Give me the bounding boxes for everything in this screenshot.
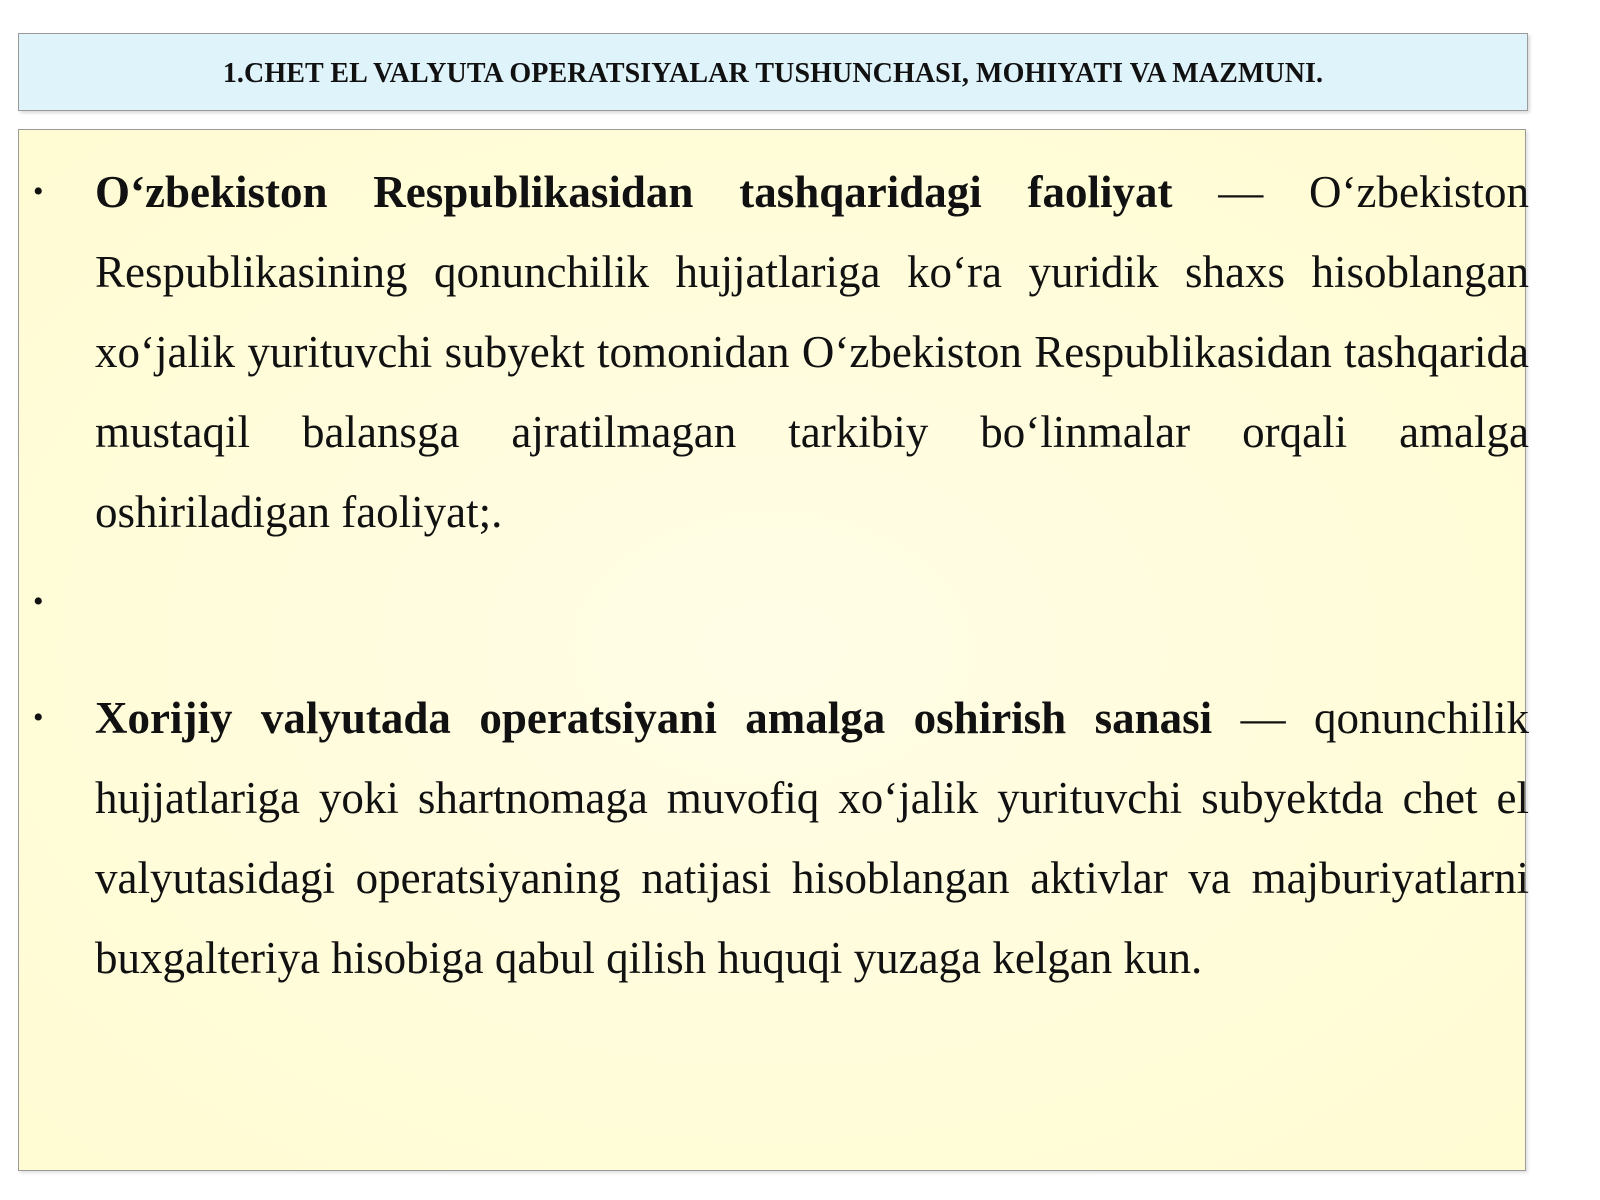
bullet-definition: — O‘zbekiston Respublikasining qonunchilik hujjatlariga ko‘ra yuridik shaxs hisoblangan xo‘jalik yurituvchi subyekt tomonidan O‘zbekiston Respublikasidan tashqarida mustaqil balansga ajratilmagan tarkibiy bo‘linmalar orqali amalga oshiriladigan faoliyat;. <box>95 167 1529 537</box>
bullet-text <box>95 678 1529 998</box>
bullet-dot-icon: • <box>33 175 44 208</box>
slide-content-box <box>18 129 1529 1171</box>
bullet-term: Xorijiy valyutada operatsiyani amalga oshirish sanasi <box>95 693 1213 743</box>
bullet-dot-icon: • <box>33 701 44 734</box>
slide-title: 1.CHET EL VALYUTA OPERATSIYALAR TUSHUNCHASI, MOHIYATI VA MAZMUNI. <box>222 58 1324 89</box>
bullet-term: O‘zbekiston Respublikasidan tashqaridagi faoliyat <box>95 167 1173 217</box>
slide-title-box <box>18 33 1528 111</box>
bullet-text <box>95 152 1529 552</box>
bullet-dot-icon: • <box>33 585 44 618</box>
bullet-definition: — qonunchilik hujjatlariga yoki shartnomaga muvofiq xo‘jalik yurituvchi subyektda chet el valyutasidagi operatsiyaning natijasi hisoblangan aktivlar va majburiyatlarni buxgalteriya hisobiga qabul qilish huquqi yuzaga kelgan kun. <box>95 693 1529 983</box>
